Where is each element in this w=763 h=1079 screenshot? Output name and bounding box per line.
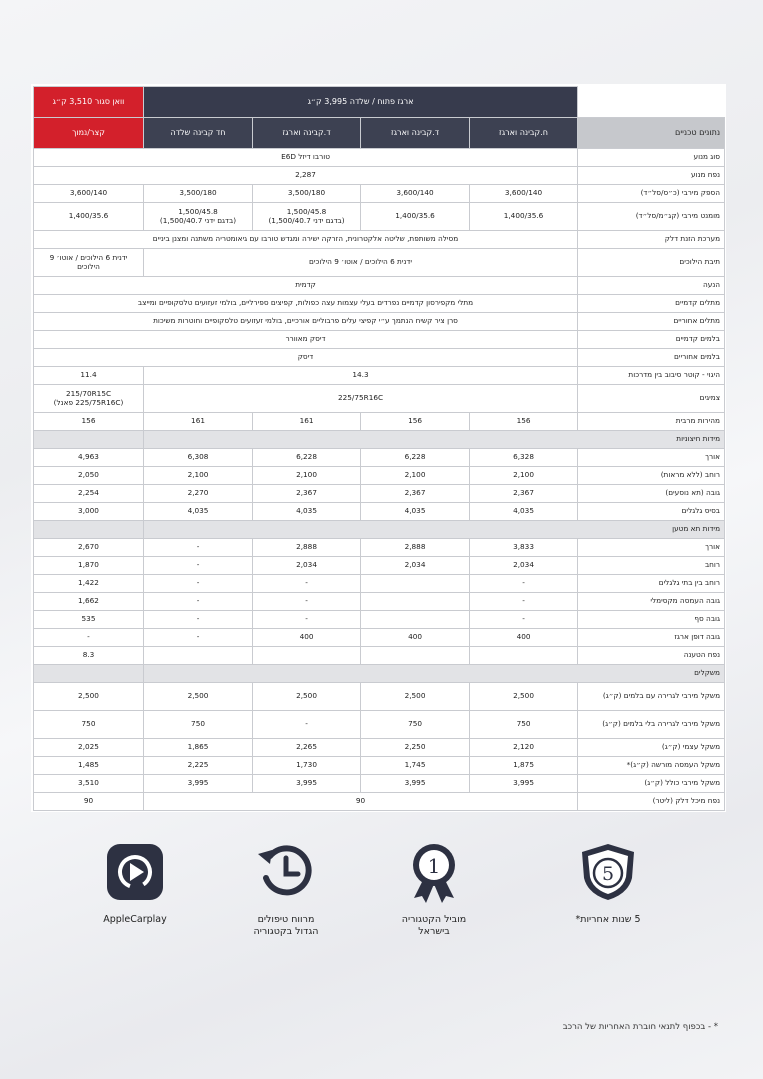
table-row: סוג מנוע טורבו דיזל E6D xyxy=(34,149,725,167)
weights xyxy=(34,683,725,793)
table-row: רוחב 2,034 2,034 2,034 - 1,870 xyxy=(34,557,725,575)
cargo-dimensions xyxy=(34,539,725,665)
table-row: גובה העמסה מקסימלי - - - 1,662 xyxy=(34,593,725,611)
group-van-header: וואן סגור 3,510 ק״ג xyxy=(34,87,144,118)
table-row: משקל מירבי לגרירה בלי בלמים (ק״ג) 750 750 - 750 750 xyxy=(34,711,725,739)
section-row-weights: משקלים xyxy=(34,665,725,683)
section-row-external: מידות חיצוניות xyxy=(34,431,725,449)
col-header: ד.קבינה וארגז xyxy=(361,118,470,149)
feature-service-interval: מרווח טיפולים הגדול בקטגוריה xyxy=(216,840,356,939)
table-row: מומנט מירבי (קג״מ/סל״ד) 1,400/35.6 1,400/35.6 1,500/45.8 (בדגם ידני 1,500/40.7) 1,500/45.8 (בדגם ידני 1,500/40.7) 1,400/35.6 xyxy=(34,203,725,231)
table-row: נפח מיכל דלק (ליטר) 90 90 xyxy=(34,793,725,811)
feature-category-leader: 1 מוביל הקטגוריה בישראל xyxy=(364,840,504,939)
table-row: בסיס גלגלים 4,035 4,035 4,035 4,035 3,000 xyxy=(34,503,725,521)
table-row: הספק מירבי (כ״ס/סל״ד) 3,600/140 3,600/140 3,500/180 3,500/180 3,600/140 xyxy=(34,185,725,203)
header-cols-row xyxy=(34,118,725,149)
spec-table xyxy=(33,86,725,811)
external-dimensions xyxy=(34,449,725,521)
table-row: אורך 3,833 2,888 2,888 - 2,670 xyxy=(34,539,725,557)
col-header: ח.קבינה וארגז xyxy=(470,118,578,149)
service-clock-icon xyxy=(254,840,318,904)
feature-carplay: AppleCarplay xyxy=(65,840,205,926)
footnote: * - בכפוף לתנאי חוברת האחריות של הרכב xyxy=(562,1022,718,1032)
spec-col-header: נתונים טכניים xyxy=(578,118,725,149)
table-row: משקל העמסה מורשה (ק״ג)* 1,875 1,745 1,730 2,225 1,485 xyxy=(34,757,725,775)
table-row: גובה (תא נוסעים) 2,367 2,367 2,367 2,270 2,254 xyxy=(34,485,725,503)
col-header: חד קבינה שלדה xyxy=(144,118,253,149)
table-row: משקל מירבי לגרירה עם בלמים (ק״ג) 2,500 2,500 2,500 2,500 2,500 xyxy=(34,683,725,711)
table-row: בלמים אחוריים דיסק xyxy=(34,349,725,367)
svg-text:5: 5 xyxy=(601,863,615,885)
spec-sheet xyxy=(31,84,726,812)
svg-text:1: 1 xyxy=(427,854,441,878)
apple-carplay-icon xyxy=(103,840,167,904)
table-row: הנעה קדמית xyxy=(34,277,725,295)
award-medal-icon xyxy=(402,840,466,904)
col-header: קצר/נמוך xyxy=(34,118,144,149)
table-row: נפח הטענה 8.3 xyxy=(34,647,725,665)
table-row: גובה דופן ארגז 400 400 400 - - xyxy=(34,629,725,647)
col-header: ד.קבינה וארגז xyxy=(253,118,361,149)
table-row: מהירות מרבית 156 156 161 161 156 xyxy=(34,413,725,431)
table-row: רוחב בין בתי גלגלים - - - 1,422 xyxy=(34,575,725,593)
table-row: מתלים קדמיים מתלי מקפירסון קדמיים נפרדים בעלי עצמות עצה כפולות, קפיצים ספירליים, בולמי זעזועים טלסקופיים ומייצב xyxy=(34,295,725,313)
feature-badges xyxy=(0,840,763,960)
table-row: בלמים קדמיים דיסק מאוורר xyxy=(34,331,725,349)
table-row: נפח מנוע 2,287 xyxy=(34,167,725,185)
table-row: משקל מירבי כולל (ק״ג) 3,995 3,995 3,995 3,995 3,510 xyxy=(34,775,725,793)
table-row: צמיגים 225/75R16C 215/70R15C (225/75R16C פאנל) xyxy=(34,385,725,413)
table-row: מערכת הזנת דלק מסילה משותפת, שליטה אלקטרונית, הזרקה ישירה ומגדש טורבו עם גיאומטריה משתנה ומצנן ביניים xyxy=(34,231,725,249)
table-row: משקל עצמי (ק״ג) 2,120 2,250 2,265 1,865 2,025 xyxy=(34,739,725,757)
table-row: אורך 6,328 6,228 6,228 6,308 4,963 xyxy=(34,449,725,467)
shield-5-icon xyxy=(576,840,640,904)
feature-warranty: 5 5 שנות אחריות* xyxy=(538,840,678,926)
table-row: מתלים אחוריים סרן ציר קשיח הנתמך ע״י קפיצי עלים פרבוליים אורכיים, בולמי זעזועים טלסקופיים וחוטרות משיכות xyxy=(34,313,725,331)
header-group-row xyxy=(34,87,725,118)
table-row: גובה סף - - - 535 xyxy=(34,611,725,629)
group-open-header: ארגז פתוח / שלדה 3,995 ק״ג xyxy=(144,87,578,118)
table-row: היגוי - קוטר סיבוב בין מדרכות 14.3 11.4 xyxy=(34,367,725,385)
table-row: רוחב (ללא מראות) 2,100 2,100 2,100 2,100 2,050 xyxy=(34,467,725,485)
table-row: תיבת הילוכים ידנית 6 הילוכים / אוטו׳ 9 הילוכים ידנית 6 הילוכים / אוטו׳ 9 הילוכים xyxy=(34,249,725,277)
section-row-cargo: מידות תא מטען xyxy=(34,521,725,539)
